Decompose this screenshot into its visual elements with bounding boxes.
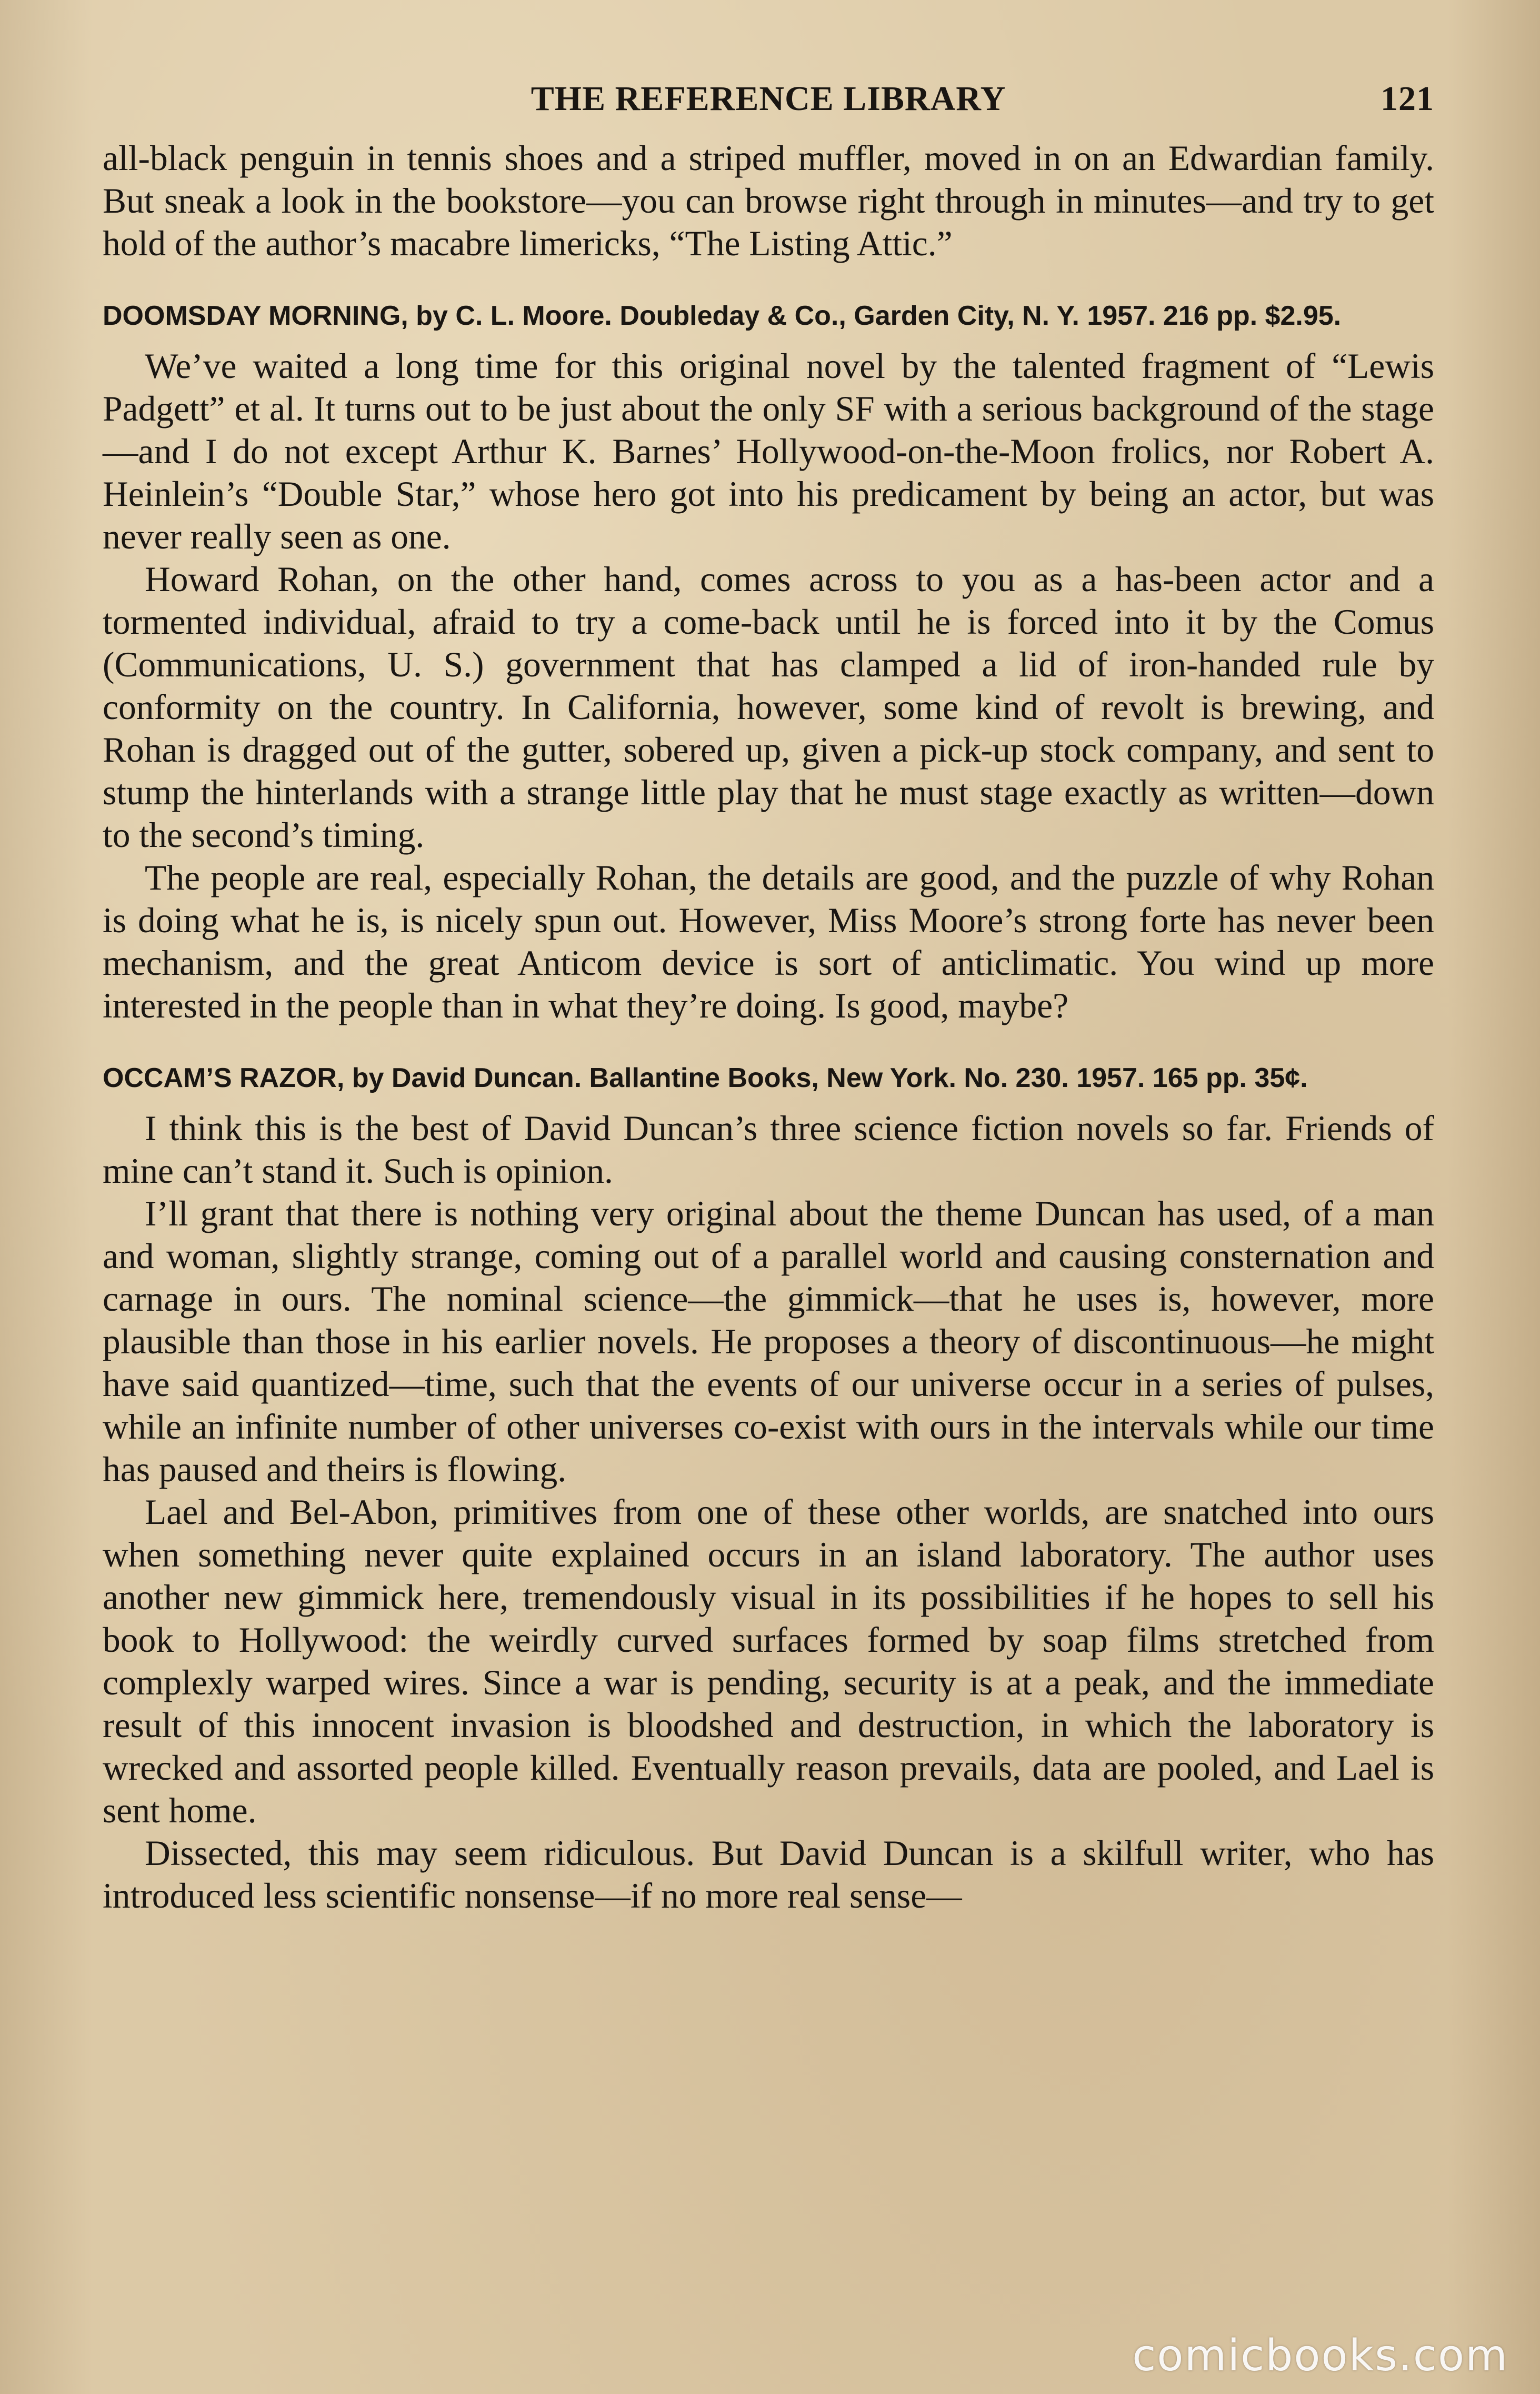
intro-paragraph: all-black penguin in tennis shoes and a striped muffler, moved in on an Edwardian family. But sneak a look in the bookstore—you can browse right through in minutes—and try to get hold of the author’s macabre limericks, “The Listing Attic.” bbox=[103, 138, 1434, 263]
review-paragraph: Lael and Bel-Abon, primitives from one of these other worlds, are snatched into ours when something never quite explained occurs in an island laboratory. The author uses another new gimmick here, tremendously visual in its possibilities if he hopes to sell his book to Hollywood: the weirdly curved surfaces formed by soap films stretched from complexly warped wires. Since a war is pending, security is at a peak, and the immediate result of this innocent invasion is bloodshed and destruction, in which the laboratory is wrecked and assorted people killed. Eventually reason prevails, data are pooled, and Lael is sent home. bbox=[103, 1492, 1434, 1830]
running-head bbox=[103, 79, 1434, 137]
review-paragraph: The people are real, especially Rohan, the details are good, and the puzzle of why Rohan is doing what he is, is nicely spun out. However, Miss Moore’s strong forte has never been mechanism, and the great Anticom device is sort of anticlimatic. You wind up more interested in the people than in what they’re doing. Is good, maybe? bbox=[103, 858, 1434, 1025]
review-paragraph: I’ll grant that there is nothing very original about the theme Duncan has used, of a man and woman, slightly strange, coming out of a parallel world and causing consternation and carnage in ours. The nominal science—the gimmick—that he uses is, however, more plausible than those in his earlier novels. He proposes a theory of discontinuous—he might have said quantized—time, such that the events of our universe occur in a series of pulses, while an infinite number of other universes co-exist with ours in the intervals while our time has paused and theirs is flowing. bbox=[103, 1194, 1434, 1489]
review-heading: DOOMSDAY MORNING, by C. L. Moore. Doubleday & Co., Garden City, N. Y. 1957. 216 pp. $2.95. bbox=[103, 301, 1342, 331]
review-heading: OCCAM’S RAZOR, by David Duncan. Ballantine Books, New York. No. 230. 1957. 165 pp. 35¢. bbox=[103, 1063, 1308, 1093]
review-paragraph: Dissected, this may seem ridiculous. But David Duncan is a skilfull writer, who has introduced less scientific nonsense—if no more real sense— bbox=[103, 1833, 1434, 1916]
review-paragraph: I think this is the best of David Duncan’s three science fiction novels so far. Friends of mine can’t stand it. Such is opinion. bbox=[103, 1109, 1434, 1191]
page-number: 121 bbox=[1381, 79, 1434, 118]
watermark: comicbooks.com bbox=[1132, 2331, 1508, 2381]
review-paragraph: We’ve waited a long time for this original novel by the talented fragment of “Lewis Padgett” et al. It turns out to be just about the only SF with a serious background of the stage—and I do not except Arthur K. Barnes’ Hollywood-on-the-Moon frolics, nor Robert A. Heinlein’s “Double Star,” whose hero got into his predicament by being an actor, but was never really seen as one. bbox=[103, 346, 1434, 556]
review-doomsday-morning bbox=[103, 298, 1434, 1027]
review-occams-razor bbox=[103, 1061, 1434, 1917]
running-head-title: THE REFERENCE LIBRARY bbox=[531, 79, 1006, 118]
review-paragraph: Howard Rohan, on the other hand, comes across to you as a has-been actor and a tormented individual, afraid to try a come-back until he is forced into it by the Comus (Communications, U. S.) government that has clamped a lid of iron-handed rule by conformity on the country. In California, however, some kind of revolt is brewing, and Rohan is dragged out of the gutter, sobered up, given a pick-up stock company, and sent to stump the hinterlands with a strange little play that he must stage exactly as written—down to the second’s timing. bbox=[103, 560, 1434, 855]
book-page bbox=[103, 79, 1434, 1917]
